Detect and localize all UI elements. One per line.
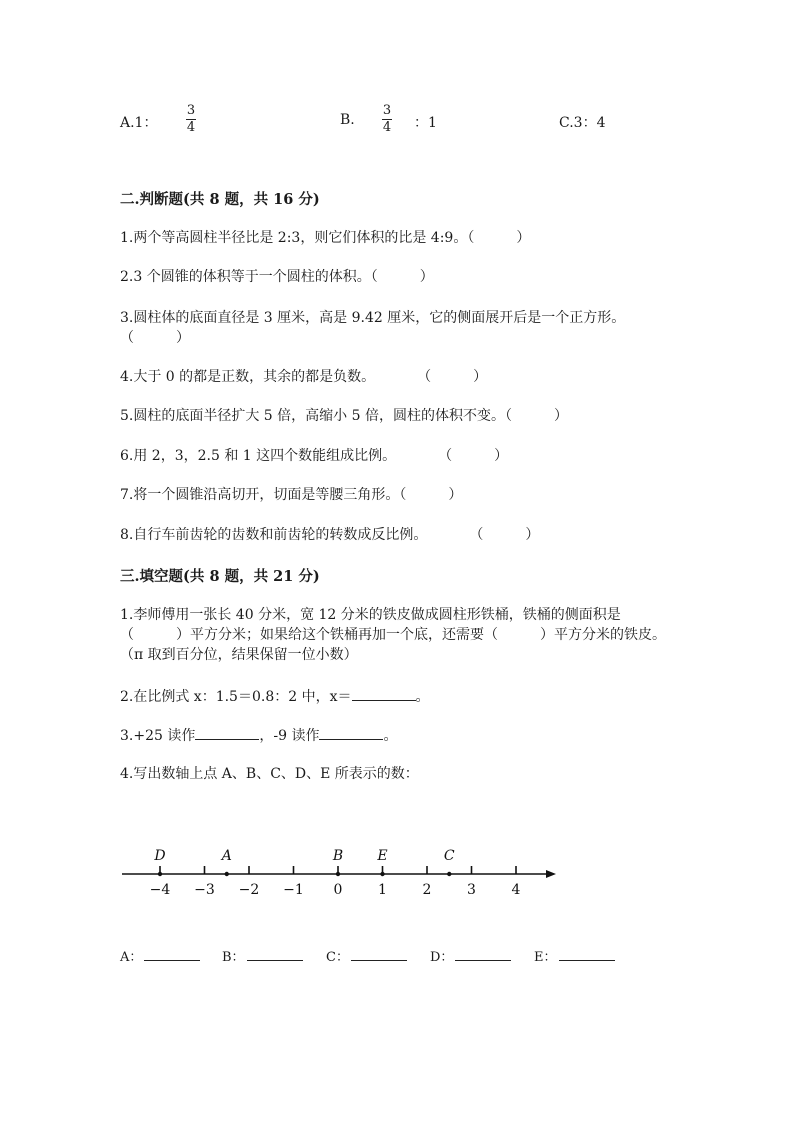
fill-question-1: 1.李师傅用一张长 40 分米，宽 12 分米的铁皮做成圆柱形铁桶，铁桶的侧面积是（ ）平方分米；如果给这个铁桶再加一个底，还需要（ ）平方分米的铁皮。（π 取到百分位，结果保留一位小数） <box>120 607 666 663</box>
number-line-point-label-e: E <box>377 848 388 864</box>
judge-question-6: 6.用 2，3，2.5 和 1 这四个数能组成比例。 （ ） <box>120 448 509 464</box>
fill-question-3-text: 3.+25 读作 <box>120 728 196 744</box>
number-line-point-c <box>447 872 451 876</box>
number-line-tick-label: −1 <box>283 882 304 898</box>
fill-question-2 <box>120 686 430 707</box>
answer-b-label: B： <box>222 950 245 965</box>
answer-b-blank[interactable] <box>247 946 303 961</box>
answer-a-label: A： <box>120 950 143 965</box>
fill-question-2-blank[interactable] <box>352 686 416 701</box>
number-line-point-e <box>380 872 384 876</box>
option-b-fraction <box>382 104 392 135</box>
option-b-denominator: 4 <box>382 120 392 135</box>
option-b-label: B. <box>340 112 355 128</box>
number-line-tick-label: −3 <box>194 882 215 898</box>
answer-e-label: E： <box>534 950 557 965</box>
fill-question-2-text: 2.在比例式 x：1.5＝0.8：2 中，x＝ <box>120 689 352 705</box>
option-b-suffix: ：1 <box>414 115 437 131</box>
fill-question-3-end: 。 <box>383 728 398 744</box>
section3-title: 三.填空题(共 8 题，共 21 分) <box>120 568 320 585</box>
answer-e <box>534 946 615 965</box>
judge-question-8: 8.自行车前齿轮的齿数和前齿轮的转数成反比例。 （ ） <box>120 527 540 543</box>
number-line-tick-label: 3 <box>467 882 476 898</box>
number-line-point-label-d: D <box>154 848 166 864</box>
answer-d-label: D： <box>430 950 454 965</box>
fill-question-3-blank-1[interactable] <box>195 725 259 740</box>
answer-c-blank[interactable] <box>351 946 407 961</box>
fill-question-4: 4.写出数轴上点 A、B、C、D、E 所表示的数： <box>120 766 419 782</box>
judge-question-1: 1.两个等高圆柱半径比是 2:3，则它们体积的比是 4:9。（ ） <box>120 230 531 246</box>
judge-question-7: 7.将一个圆锥沿高切开，切面是等腰三角形。（ ） <box>120 487 463 503</box>
number-line-point-label-c: C <box>443 848 455 864</box>
number-line <box>110 838 570 902</box>
number-line-point-a <box>225 872 229 876</box>
option-a-denominator: 4 <box>186 120 196 135</box>
answer-a-blank[interactable] <box>144 946 200 961</box>
fill-question-3 <box>120 725 397 746</box>
option-a-fraction <box>186 104 196 135</box>
fill-question-2-end: 。 <box>415 689 430 705</box>
option-c-label: C.3：4 <box>559 115 606 131</box>
number-line-tick-label: 4 <box>511 882 521 898</box>
section2-title: 二.判断题(共 8 题，共 16 分) <box>120 191 320 208</box>
number-line-point-label-b: B <box>332 848 344 864</box>
option-a-numerator: 3 <box>186 103 196 118</box>
answer-a <box>120 946 200 965</box>
number-line-point-label-a: A <box>221 848 232 864</box>
option-b-numerator: 3 <box>382 103 392 118</box>
judge-question-3: 3.圆柱体的底面直径是 3 厘米，高是 9.42 厘米，它的侧面展开后是一个正方形。（ ） <box>120 310 626 346</box>
number-line-tick-label: −2 <box>238 882 260 898</box>
answer-d-blank[interactable] <box>455 946 511 961</box>
number-line-tick-label: 2 <box>422 882 432 898</box>
number-line-tick-label: 1 <box>378 882 387 898</box>
fill-question-3-mid: ，-9 读作 <box>259 728 320 744</box>
number-line-point-b <box>336 872 340 876</box>
number-line-arrow-icon <box>546 870 556 878</box>
number-line-tick-label: −4 <box>149 882 171 898</box>
answer-d <box>430 946 511 965</box>
answer-b <box>222 946 303 965</box>
answer-c-label: C： <box>326 950 349 965</box>
fill-question-3-blank-2[interactable] <box>319 725 383 740</box>
judge-question-4: 4.大于 0 的都是正数，其余的都是负数。 （ ） <box>120 369 488 385</box>
number-line-tick-label: 0 <box>333 882 343 898</box>
answer-c <box>326 946 407 965</box>
number-line-point-d <box>158 872 162 876</box>
option-a-label: A.1： <box>120 115 158 131</box>
judge-question-5: 5.圆柱的底面半径扩大 5 倍，高缩小 5 倍，圆柱的体积不变。（ ） <box>120 408 568 424</box>
judge-question-2: 2.3 个圆锥的体积等于一个圆柱的体积。（ ） <box>120 269 434 285</box>
answer-e-blank[interactable] <box>559 946 615 961</box>
